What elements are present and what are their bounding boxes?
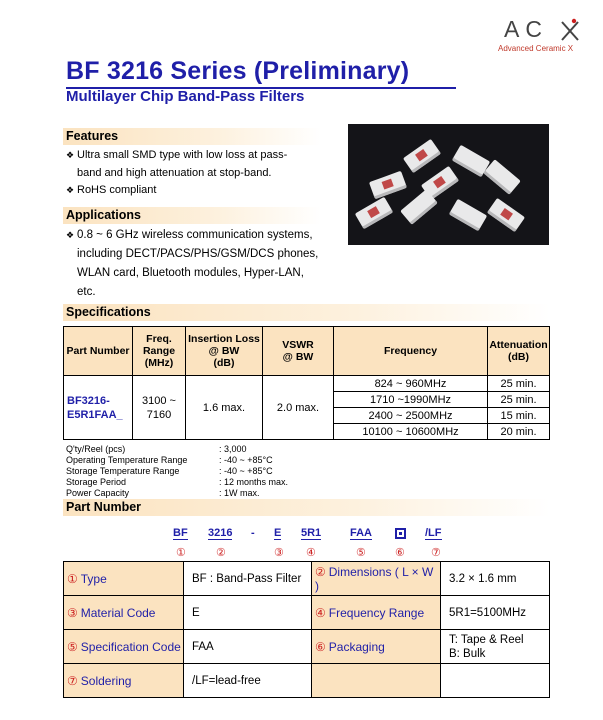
code-label: ⑥ Packaging <box>312 630 441 664</box>
specifications-table <box>63 326 550 440</box>
code-number: ⑤ <box>356 547 366 559</box>
band-attenuation: 20 min. <box>488 424 550 440</box>
code-value: T: Tape & Reel B: Bulk <box>441 630 550 664</box>
code-label: ① Type <box>64 562 184 596</box>
code-value: /LF=lead-free <box>184 664 312 698</box>
logo-visible-letters: AC <box>504 16 548 42</box>
header-frequency: Frequency <box>334 327 488 376</box>
page-subtitle: Multilayer Chip Band-Pass Filters <box>66 88 305 105</box>
features-heading: Features <box>63 128 321 145</box>
application-line: WLAN card, Bluetooth modules, Hyper-LAN, <box>77 267 304 279</box>
property-row: Power Capacity : 1W max. <box>66 488 260 498</box>
code-number: ④ <box>306 547 316 559</box>
freq-range-cell: 3100 ~ 7160 <box>133 376 186 440</box>
band-frequency: 1710 ~1990MHz <box>334 392 488 408</box>
property-row: Storage Temperature Range : -40 ~ +85°C <box>66 466 273 476</box>
code-number: ③ <box>274 547 284 559</box>
code-value-empty <box>441 664 550 698</box>
chip-image <box>403 139 441 173</box>
applications-list <box>66 226 318 302</box>
code-label: ⑦ Soldering <box>64 664 184 698</box>
feature-item: ❖ Ultra small SMD type with low loss at pass- <box>66 147 287 165</box>
code-label-empty <box>312 664 441 698</box>
band-attenuation: 25 min. <box>488 392 550 408</box>
code-dimension: 3216 <box>208 527 233 539</box>
header-freq-range: Freq. Range (MHz) <box>133 327 186 376</box>
header-vswr: VSWR @ BW <box>263 327 334 376</box>
band-frequency: 824 ~ 960MHz <box>334 376 488 392</box>
code-label: ③ Material Code <box>64 596 184 630</box>
property-row: Q'ty/Reel (pcs) : 3,000 <box>66 444 247 454</box>
property-row: Operating Temperature Range : -40 ~ +85°C <box>66 455 273 465</box>
features-list <box>66 147 287 200</box>
header-attenuation: Attenuation (dB) <box>488 327 550 376</box>
band-attenuation: 25 min. <box>488 376 550 392</box>
code-frequency: 5R1 <box>301 527 322 539</box>
band-attenuation: 15 min. <box>488 408 550 424</box>
chip-image <box>483 159 521 195</box>
code-number: ① <box>176 547 186 559</box>
code-label: ④ Frequency Range <box>312 596 441 630</box>
application-line: ❖ 0.8 ~ 6 GHz wireless communication systems, <box>66 226 318 245</box>
code-value: BF : Band-Pass Filter <box>184 562 312 596</box>
code-row <box>64 630 550 664</box>
code-row <box>64 562 550 596</box>
properties-list <box>66 444 288 499</box>
feature-item: ❖ RoHS compliant <box>66 182 287 200</box>
code-value: FAA <box>184 630 312 664</box>
code-number: ⑥ <box>395 547 405 559</box>
application-line: etc. <box>77 286 96 298</box>
part-code-table <box>63 561 550 698</box>
code-dash: - <box>251 527 255 539</box>
band-frequency: 10100 ~ 10600MHz <box>334 424 488 440</box>
code-material: E <box>274 527 282 539</box>
part-number-heading: Part Number <box>63 499 550 516</box>
header-insertion-loss: Insertion Loss @ BW (dB) <box>186 327 263 376</box>
chip-image <box>369 171 407 200</box>
code-value: 5R1=5100MHz <box>441 596 550 630</box>
part-number-cell: BF3216- E5R1FAA_ <box>64 376 133 440</box>
band-frequency: 2400 ~ 2500MHz <box>334 408 488 424</box>
code-row <box>64 664 550 698</box>
applications-heading: Applications <box>63 207 321 224</box>
product-photo <box>348 124 549 245</box>
code-label: ⑤ Specification Code <box>64 630 184 664</box>
packaging-box-icon <box>395 528 406 539</box>
code-soldering: /LF <box>425 527 442 539</box>
logo-x-mark <box>560 18 580 42</box>
code-spec: FAA <box>350 527 372 539</box>
code-number: ② <box>216 547 226 559</box>
code-label: ② Dimensions ( L × W ) <box>312 562 441 596</box>
property-row: Storage Period : 12 months max. <box>66 477 289 487</box>
code-value: 3.2 × 1.6 mm <box>441 562 550 596</box>
header-part-number: Part Number <box>64 327 133 376</box>
code-row <box>64 596 550 630</box>
page-title: BF 3216 Series (Preliminary) <box>66 57 456 89</box>
chip-image <box>487 198 525 232</box>
application-line: including DECT/PACS/PHS/GSM/DCS phones, <box>77 248 319 260</box>
insertion-loss-cell: 1.6 max. <box>186 376 263 440</box>
code-series: BF <box>173 527 188 539</box>
code-number: ⑦ <box>431 547 441 559</box>
chip-image <box>449 199 487 232</box>
code-value: E <box>184 596 312 630</box>
feature-item-cont: band and high attenuation at stop-band. <box>77 166 272 179</box>
logo-subtitle: Advanced Ceramic X <box>498 44 574 53</box>
vswr-cell: 2.0 max. <box>263 376 334 440</box>
specifications-heading: Specifications <box>63 304 550 321</box>
chip-image <box>355 197 393 230</box>
